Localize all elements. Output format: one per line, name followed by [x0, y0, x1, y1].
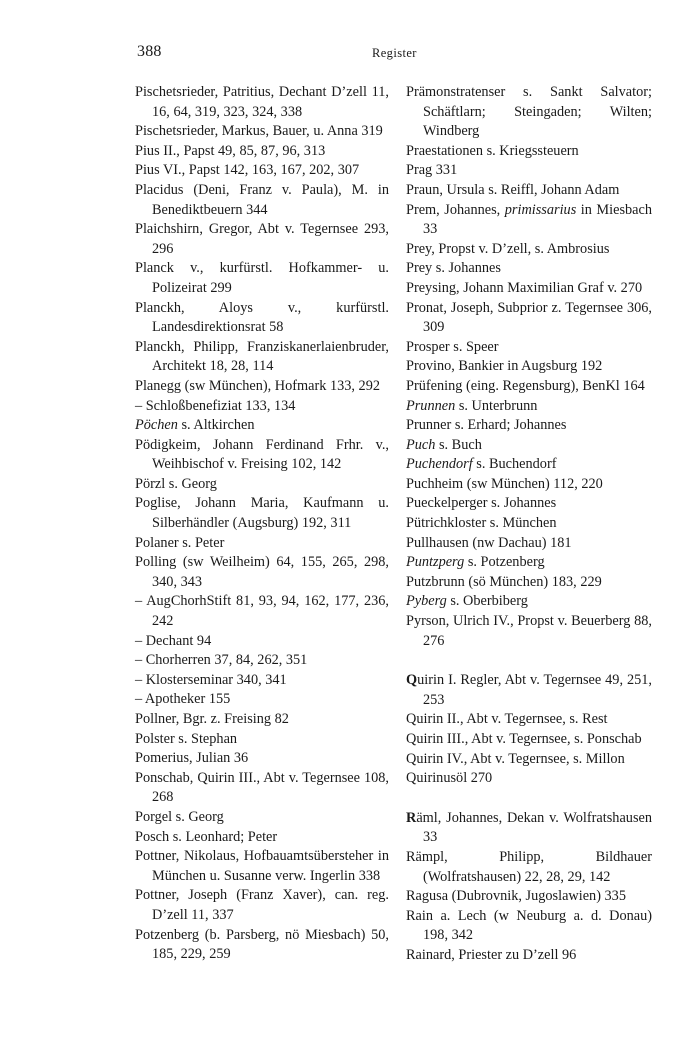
- index-entry: [135, 671, 389, 691]
- entry-bold: R: [406, 809, 417, 826]
- index-entry: [406, 416, 652, 436]
- entry-lead: Pyrson, Ulrich IV., Propst v. Beuerberg 88, 276: [406, 613, 652, 649]
- index-entry: [406, 671, 652, 710]
- entry-lead: – Schloßbenefiziat 133, 134: [135, 397, 296, 414]
- index-entry: [406, 887, 652, 907]
- entry-lead: Prunner s. Erhard; Johannes: [406, 417, 567, 434]
- index-entry: [135, 828, 389, 848]
- index-entry: [406, 534, 652, 554]
- entry-rest: s. Potzenberg: [464, 554, 545, 571]
- entry-lead: Pörzl s. Georg: [135, 475, 217, 492]
- entry-lead: Quirin IV., Abt v. Tegernsee, s. Millon: [406, 750, 625, 767]
- index-entry: [406, 809, 652, 848]
- entry-lead: Planckh, Aloys v., kurfürstl. Landesdirektionsrat 58: [135, 299, 389, 336]
- entry-lead: Pödigkeim, Johann Ferdinand Frhr. v., Weihbischof v. Freising 102, 142: [135, 436, 389, 473]
- entry-lead: Pischetsrieder, Markus, Bauer, u. Anna 319: [135, 123, 383, 140]
- entry-italic: primissarius: [504, 201, 577, 218]
- entry-lead: Praun, Ursula s. Reiffl, Johann Adam: [406, 181, 620, 198]
- index-entry: [135, 220, 389, 259]
- index-entry: [135, 632, 389, 652]
- index-entry: [135, 730, 389, 750]
- index-entry: [406, 397, 652, 417]
- index-entry: [406, 494, 652, 514]
- entry-bold: Q: [406, 672, 418, 689]
- index-entry: [406, 730, 652, 750]
- entry-lead: Posch s. Leonhard; Peter: [135, 828, 278, 845]
- index-entry: [406, 946, 652, 966]
- entry-lead: Ragusa (Dubrovnik, Jugoslawien) 335: [406, 888, 626, 905]
- entry-lead: Poglise, Johann Maria, Kaufmann u. Silberhändler (Augsburg) 192, 311: [135, 495, 389, 532]
- index-entry: [406, 201, 652, 240]
- entry-rest: in Miesbach 33: [423, 201, 652, 238]
- entry-lead: Pueckelperger s. Johannes: [406, 495, 557, 512]
- entry-italic: Puch: [406, 436, 436, 453]
- index-entry: [135, 651, 389, 671]
- index-entry: [135, 299, 389, 338]
- index-entry: [135, 161, 389, 181]
- index-entry: [135, 181, 389, 220]
- entry-lead: Polster s. Stephan: [135, 730, 238, 747]
- entry-lead: Quirin III., Abt v. Tegernsee, s. Ponschab: [406, 731, 642, 747]
- entry-rest: s. Unterbrunn: [455, 397, 538, 414]
- entry-italic: Puchendorf: [406, 456, 473, 473]
- index-entry: [406, 377, 652, 397]
- entry-lead: Rämpl, Philipp, Bildhauer (Wolfratshausen) 22, 28, 29, 142: [406, 848, 652, 885]
- entry-lead: Prosper s. Speer: [406, 338, 499, 355]
- entry-lead: Prey, Propst v. D’zell, s. Ambrosius: [406, 240, 610, 257]
- index-entry: [406, 573, 652, 593]
- index-entry: [406, 514, 652, 534]
- entry-lead: Pullhausen (nw Dachau) 181: [406, 534, 572, 551]
- index-entry: [406, 259, 652, 279]
- entry-lead: Praestationen s. Kriegssteuern: [406, 142, 579, 159]
- entry-lead: Prag 331: [406, 162, 458, 179]
- entry-lead: Putzbrunn (sö München) 183, 229: [406, 573, 602, 590]
- entry-lead: – Apotheker 155: [135, 691, 231, 708]
- entry-lead: – AugChorhStift 81, 93, 94, 162, 177, 236, 242: [135, 593, 389, 630]
- index-entry: [135, 847, 389, 886]
- entry-rest: äml, Johannes, Dekan v. Wolfratshausen 33: [416, 809, 652, 846]
- entry-lead: Pottner, Joseph (Franz Xaver), can. reg. D’zell 11, 337: [135, 887, 389, 923]
- entry-lead: Porgel s. Georg: [135, 808, 224, 825]
- index-entry: [406, 475, 652, 495]
- index-entry: [406, 161, 652, 181]
- index-entry: [135, 83, 389, 122]
- entry-rest: uirin I. Regler, Abt v. Tegernsee 49, 251, 253: [417, 672, 652, 708]
- index-entry: [135, 534, 389, 554]
- index-entry: [135, 926, 389, 965]
- entry-lead: Planegg (sw München), Hofmark 133, 292: [135, 377, 380, 394]
- entry-lead: Planckh, Philipp, Franziskanerlaienbruder, Architekt 18, 28, 114: [135, 338, 389, 375]
- entry-lead: Pottner, Nikolaus, Hofbauamtsüberstеher in München u. Susanne verw. Ingerlin 338: [135, 848, 389, 884]
- index-entry: [406, 612, 652, 651]
- index-entry: [135, 553, 389, 592]
- index-entry: [406, 357, 652, 377]
- index-entry: [406, 769, 652, 789]
- index-entry: [406, 299, 652, 338]
- page-number: 388: [137, 43, 162, 60]
- entry-lead: Prämonstratenser s. Sankt Salvator; Schäftlarn; Steingaden; Wilten; Windberg: [406, 84, 652, 140]
- index-entry: [135, 338, 389, 377]
- index-entry: [135, 397, 389, 417]
- entry-rest: s. Buch: [435, 436, 482, 453]
- entry-lead: Prey s. Johannes: [406, 260, 501, 277]
- index-entry: [135, 122, 389, 142]
- index-entry: [406, 436, 652, 456]
- index-entry: [406, 553, 652, 573]
- entry-lead: Polaner s. Peter: [135, 534, 225, 551]
- index-entry: [135, 886, 389, 925]
- index-entry: [406, 710, 652, 730]
- running-head: Register: [372, 46, 417, 60]
- index-column-left: [135, 83, 389, 965]
- entry-italic: Puntzperg: [406, 554, 465, 571]
- entry-lead: Preysing, Johann Maximilian Graf v. 270: [406, 279, 643, 296]
- index-entry: [406, 750, 652, 770]
- index-entry: [135, 377, 389, 397]
- index-entry: [135, 808, 389, 828]
- index-entry: [135, 769, 389, 808]
- index-entry: [135, 475, 389, 495]
- index-entry: [135, 710, 389, 730]
- entry-lead: Potzenberg (b. Parsberg, nö Miesbach) 50, 185, 229, 259: [135, 926, 389, 963]
- index-entry: [406, 907, 652, 946]
- entry-lead: Pius II., Papst 49, 85, 87, 96, 313: [135, 142, 326, 159]
- index-column-right: [406, 83, 652, 966]
- index-entry: [406, 848, 652, 887]
- entry-lead: – Klosterseminar 340, 341: [135, 671, 287, 688]
- entry-lead: Pütrichkloster s. München: [406, 515, 557, 532]
- entry-lead: Pronat, Joseph, Subprior z. Tegernsee 306, 309: [406, 299, 652, 336]
- entry-lead: Polling (sw Weilheim) 64, 155, 265, 298, 340, 343: [135, 554, 389, 590]
- index-entry: [406, 279, 652, 299]
- index-entry: [406, 455, 652, 475]
- index-entry: [406, 240, 652, 260]
- entry-lead: Quirinusöl 270: [406, 770, 493, 787]
- entry-lead: Planck v., kurfürstl. Hofkammer- u. Polizeirat 299: [135, 260, 389, 296]
- entry-lead: Pius VI., Papst 142, 163, 167, 202, 307: [135, 162, 360, 179]
- index-entry: [135, 690, 389, 710]
- entry-italic: Pöchen: [135, 417, 178, 434]
- entry-lead: Rainard, Priester zu D’zell 96: [406, 946, 577, 963]
- entry-lead: – Chorherren 37, 84, 262, 351: [135, 652, 308, 669]
- entry-italic: Prunnen: [406, 397, 456, 414]
- index-entry: [406, 83, 652, 142]
- entry-lead: Puchheim (sw München) 112, 220: [406, 475, 603, 492]
- index-entry: [135, 436, 389, 475]
- entry-rest: s. Oberbiberg: [446, 593, 528, 610]
- index-entry: [135, 592, 389, 631]
- entry-lead: Prüfening (eing. Regensburg), BenKl 164: [406, 377, 645, 394]
- entry-lead: Rain a. Lech (w Neuburg a. d. Donau) 198, 342: [406, 907, 652, 944]
- index-entry: [135, 749, 389, 769]
- entry-lead: Plaichshirn, Gregor, Abt v. Tegernsee 293, 296: [135, 221, 389, 257]
- entry-lead: Placidus (Deni, Franz v. Paula), M. in Benediktbeuern 344: [135, 181, 389, 218]
- index-entry: [135, 142, 389, 162]
- entry-lead: Ponschab, Quirin III., Abt v. Tegernsee 108, 268: [135, 769, 389, 806]
- entry-lead: Provino, Bankier in Augsburg 192: [406, 358, 603, 375]
- entry-rest: s. Altkirchen: [177, 417, 255, 434]
- entry-lead: Prem, Johannes,: [406, 201, 505, 218]
- index-entry: [406, 142, 652, 162]
- entry-lead: Pollner, Bgr. z. Freising 82: [135, 711, 289, 727]
- index-entry: [406, 181, 652, 201]
- entry-lead: Quirin II., Abt v. Tegernsee, s. Rest: [406, 711, 608, 728]
- entry-lead: Pischetsrieder, Patritius, Dechant D’zell 11, 16, 64, 319, 323, 324, 338: [135, 84, 389, 120]
- index-entry: [406, 592, 652, 612]
- entry-lead: – Dechant 94: [135, 632, 212, 649]
- entry-italic: Pyberg: [406, 593, 447, 610]
- entry-lead: Pomerius, Julian 36: [135, 750, 249, 767]
- index-entry: [135, 259, 389, 298]
- index-entry: [135, 494, 389, 533]
- index-entry: [406, 338, 652, 358]
- entry-rest: s. Buchendorf: [472, 456, 557, 473]
- index-entry: [135, 416, 389, 436]
